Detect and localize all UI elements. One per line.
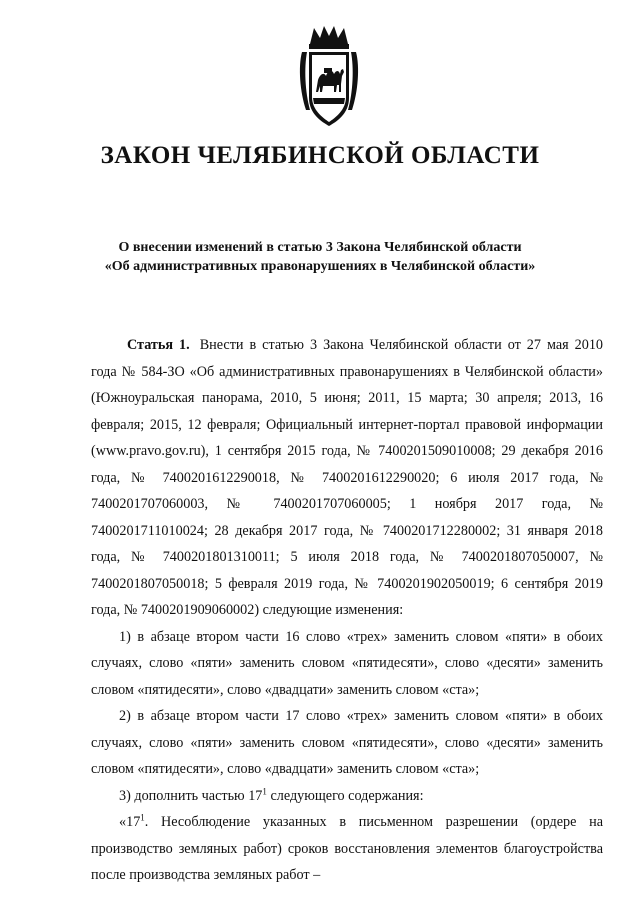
amendment-item-2: 2) в абзаце втором части 17 слово «трех» заменить словом «пяти» в обоих случаях, слово «пяти» заменить словом «пятидесяти», слово «десяти» заменить словом «пятидесяти», слово «двадцати» заменить словом «ста»; [91,708,603,777]
article-1-paragraph [91,332,603,624]
item-3-text: 3) дополнить частью 17 [119,787,263,804]
page-title: ЗАКОН ЧЕЛЯБИНСКОЙ ОБЛАСТИ [100,142,540,169]
law-body [91,332,603,889]
subtitle-line-1: О внесении изменений в статью 3 Закона Челябинской области [118,240,522,255]
amendment-item-1: 1) в абзаце втором части 16 слово «трех» заменить словом «пяти» в обоих случаях, слово «пяти» заменить словом «пятидесяти», слово «десяти» заменить словом «пятидесяти», слово «двадцати» заменить словом «ста»; [91,628,603,698]
item-3-text-end: следующего содержания: [266,787,424,804]
amendment-item-3 [91,783,603,810]
article-label: Статья 1. [127,337,190,353]
coat-of-arms-emblem-icon [296,22,362,132]
article-text: Внести в статью 3 Закона Челябинской области от 27 мая 2010 года № 584-ЗО «Об административных правонарушениях в Челябинской области» (Южноуральская панорама, 2010, 5 июня; 2011, 15 марта; 30 апреля; 2013, 16 февраля; 2015, 12 февраля; Официальный интернет-портал правовой информации (www.pravo.gov.ru), 1 сентября 2015 года, № 7400201509010008; 29 декабря 2016 года, № 7400201612290018, № 7400201612290020; 6 июля 2017 года, № 7400201707060003, № 7400201707060005; 1 ноября 2017 года, № 7400201711010024; 28 декабря 2017 года, № 7400201712280002; 31 января 2018 года, № 7400201801310011; 5 июля 2018 года, № 7400201807050007, № 7400201807050018; 5 февраля 2019 года, № 7400201902050019; 6 сентября 2019 года, № 7400201909060002) следующие изменения: [91,337,604,618]
quote-text: . Несоблюдение указанных в письменном разрешении (ордере на производство земляных работ) сроков восстановления элементов благоустройства после производства земляных работ – [91,814,603,883]
item-3-superscript: 1 [262,785,267,796]
quoted-part-17-1 [91,809,603,889]
subtitle-line-2: «Об административных правонарушениях в Челябинской области» [104,259,536,274]
quote-superscript: 1 [140,812,145,823]
quote-start: «17 [119,814,141,830]
law-subtitle [0,238,640,276]
